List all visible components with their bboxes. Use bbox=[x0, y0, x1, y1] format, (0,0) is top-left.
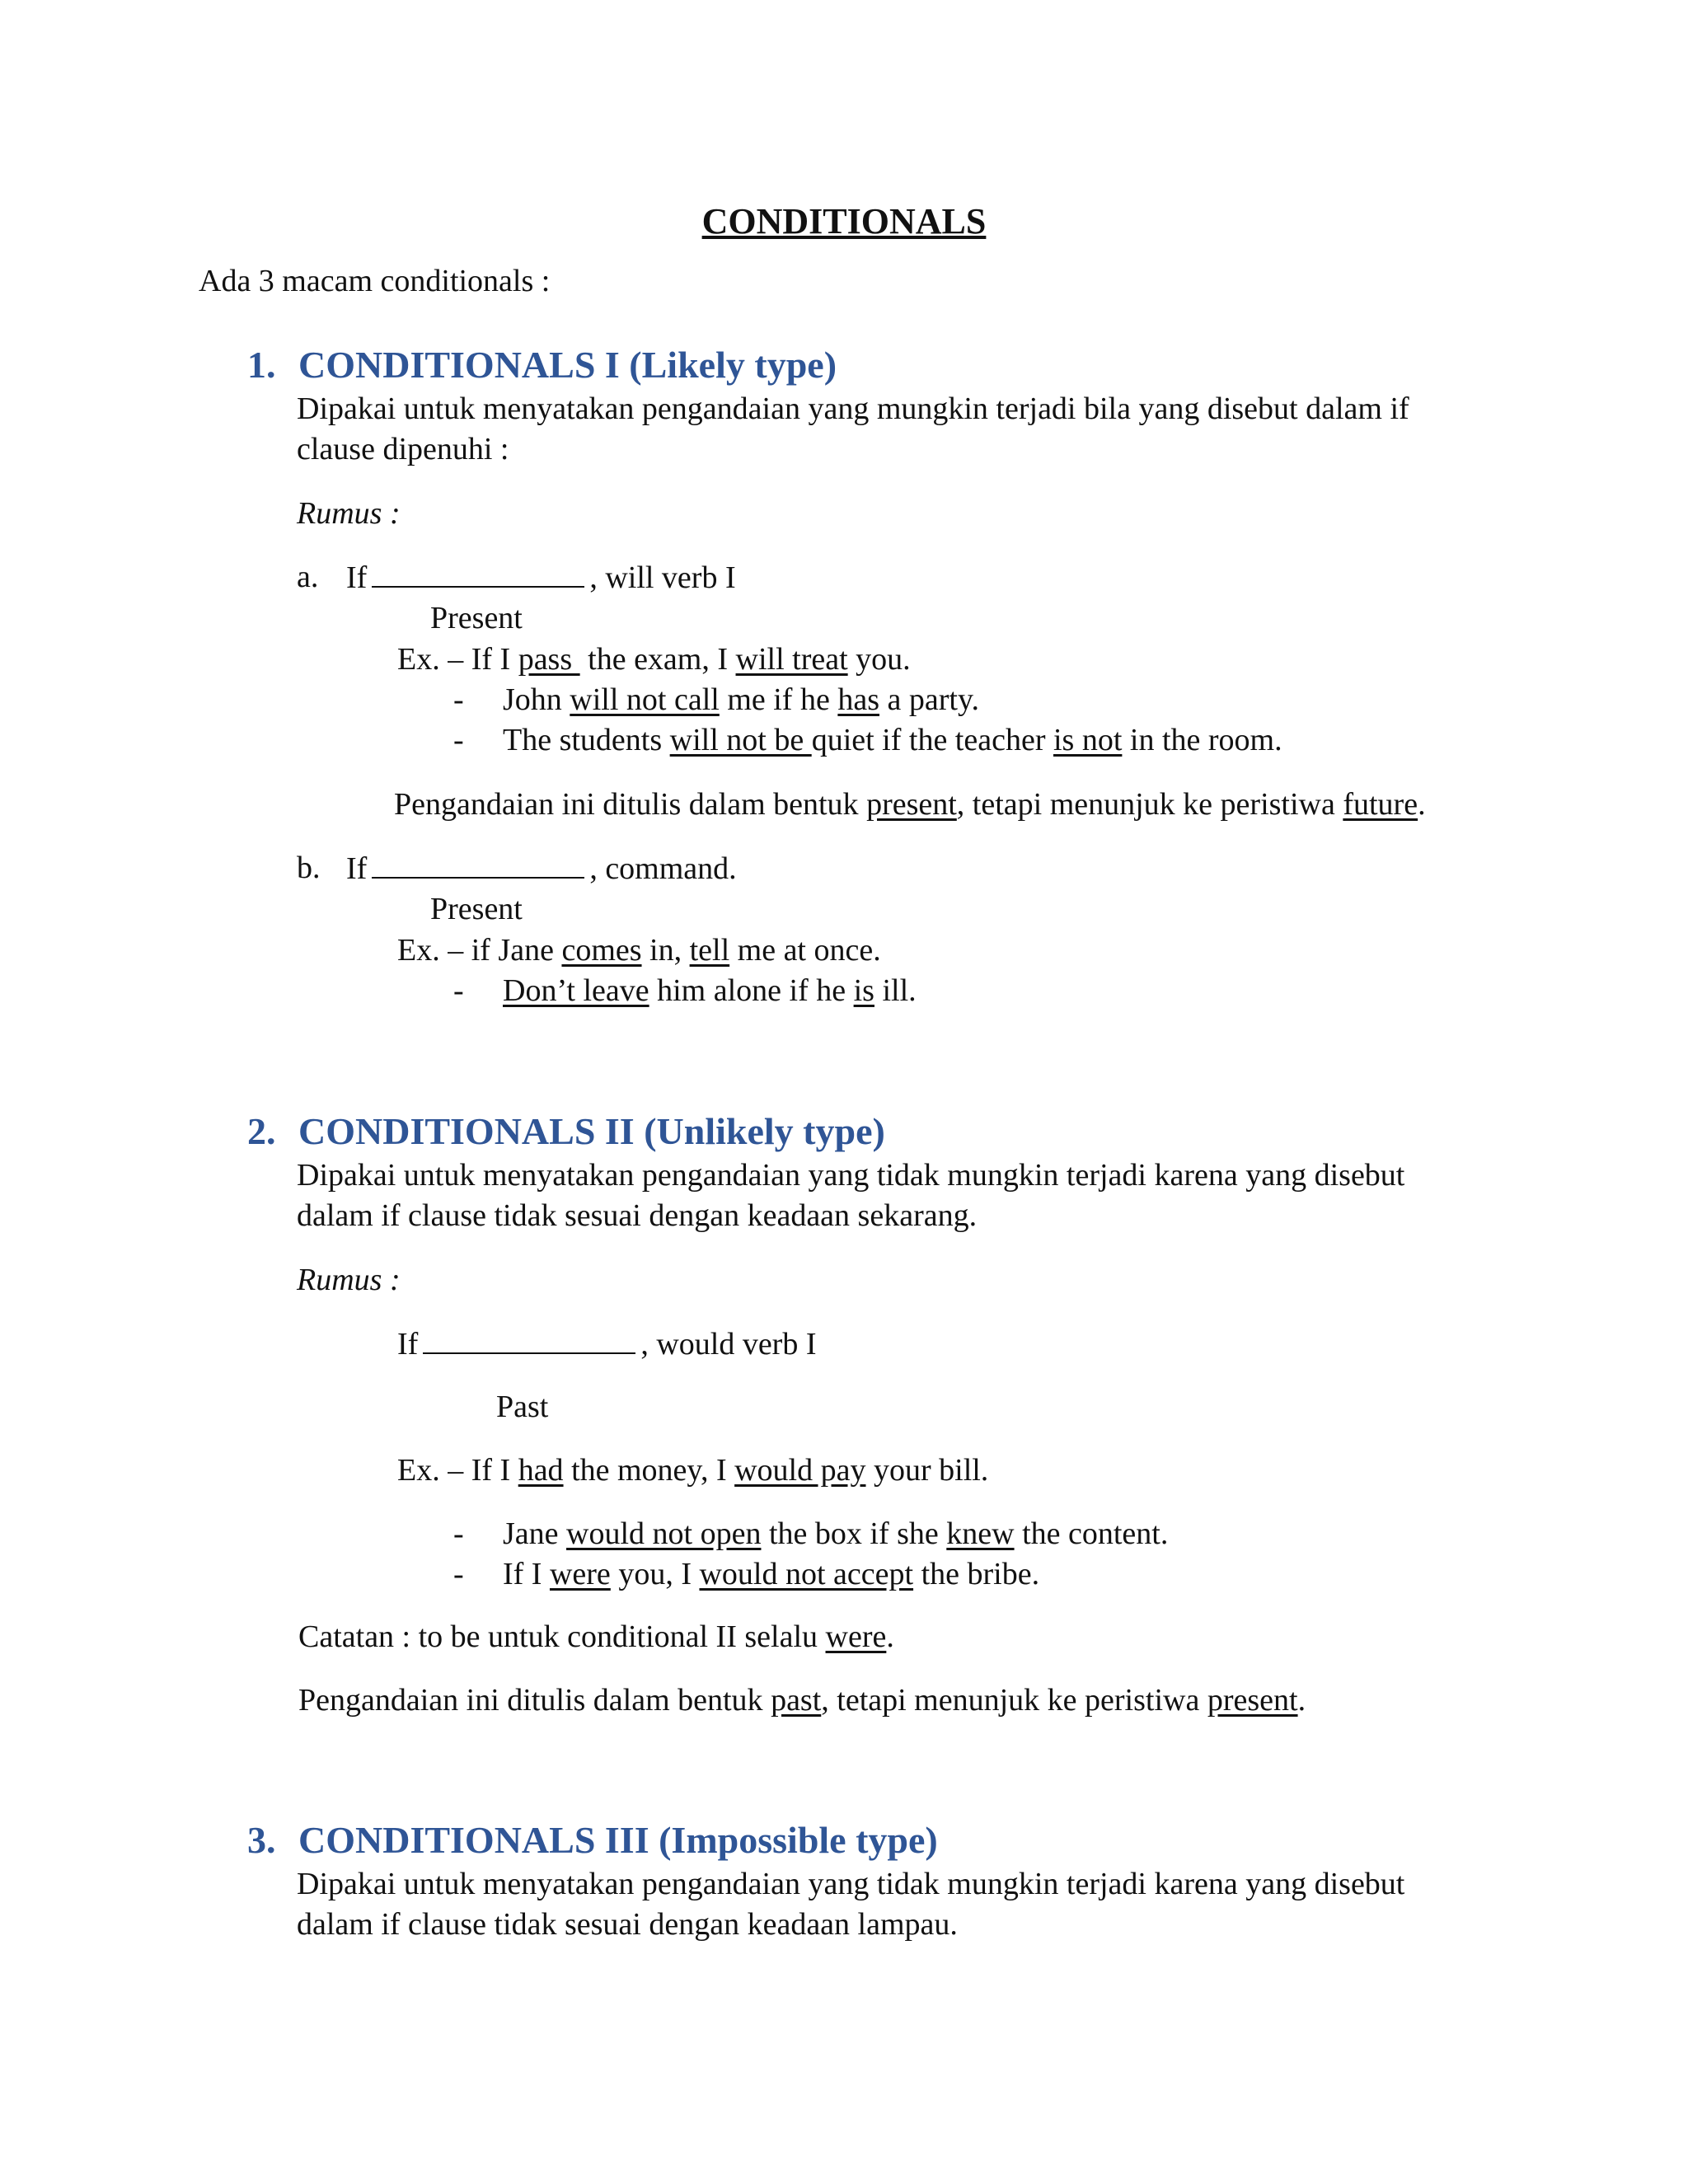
section-1-desc-line2: clause dipenuhi : bbox=[297, 432, 509, 466]
page-title: CONDITIONALS bbox=[701, 201, 987, 241]
section-3-desc-line2: dalam if clause tidak sesuai dengan keadaan lampau. bbox=[297, 1907, 958, 1942]
s2-example-3: If I were you, I would not accept the bribe. bbox=[503, 1557, 1040, 1591]
section-1-desc-line1: Dipakai untuk menyatakan pengandaian yang mungkin terjadi bila yang disebut dalam if bbox=[297, 391, 1409, 426]
formula-a-tense: Present bbox=[430, 601, 523, 635]
formula-2-result: , would verb I bbox=[640, 1327, 817, 1361]
list-dash: - bbox=[453, 1516, 464, 1551]
formula-2-blank bbox=[423, 1324, 635, 1354]
formula-b-result: , command. bbox=[589, 851, 737, 886]
s2-example-2: Jane would not open the box if she knew the content. bbox=[503, 1516, 1169, 1551]
formula-b-tense: Present bbox=[430, 892, 523, 926]
list-dash: - bbox=[453, 1557, 464, 1591]
s1a-note: Pengandaian ini ditulis dalam bentuk present, tetapi menunjuk ke peristiwa future. bbox=[394, 787, 1426, 822]
section-2-desc-line1: Dipakai untuk menyatakan pengandaian yang tidak mungkin terjadi karena yang disebut bbox=[297, 1158, 1405, 1193]
s1a-example-3: The students will not be quiet if the teacher is not in the room. bbox=[503, 723, 1282, 757]
section-1-rumus-label: Rumus : bbox=[297, 496, 401, 531]
section-2-heading: CONDITIONALS II (Unlikely type) bbox=[298, 1110, 885, 1152]
list-dash: - bbox=[453, 973, 464, 1008]
formula-a-blank bbox=[372, 558, 584, 588]
s2-note: Pengandaian ini ditulis dalam bentuk past, tetapi menunjuk ke peristiwa present. bbox=[298, 1683, 1306, 1718]
formula-a-result: , will verb I bbox=[589, 560, 736, 595]
s2-example-1: Ex. – If I had the money, I would pay your bill. bbox=[397, 1453, 989, 1488]
section-2-desc-line2: dalam if clause tidak sesuai dengan keadaan sekarang. bbox=[297, 1198, 978, 1233]
section-2-number: 2. bbox=[247, 1110, 276, 1152]
formula-a bbox=[346, 558, 736, 597]
formula-b bbox=[346, 849, 737, 888]
formula-2-tense: Past bbox=[496, 1390, 549, 1424]
section-3-desc-line1: Dipakai untuk menyatakan pengandaian yang tidak mungkin terjadi karena yang disebut bbox=[297, 1867, 1405, 1901]
section-2-rumus-label: Rumus : bbox=[297, 1263, 401, 1297]
formula-b-if: If bbox=[346, 851, 368, 886]
section-1-heading: CONDITIONALS I (Likely type) bbox=[298, 344, 837, 386]
section-3-heading: CONDITIONALS III (Impossible type) bbox=[298, 1819, 938, 1861]
formula-2-if: If bbox=[397, 1327, 419, 1361]
formula-2 bbox=[397, 1324, 817, 1363]
list-dash: - bbox=[453, 682, 464, 717]
s2-catatan: Catatan : to be untuk conditional II selalu were. bbox=[298, 1619, 894, 1654]
formula-a-if: If bbox=[346, 560, 368, 595]
section-1-number: 1. bbox=[247, 344, 276, 386]
s1b-example-2: Don’t leave him alone if he is ill. bbox=[503, 973, 917, 1008]
formula-b-blank bbox=[372, 849, 584, 879]
section-3-number: 3. bbox=[247, 1819, 276, 1861]
s1b-example-1: Ex. – if Jane comes in, tell me at once. bbox=[397, 933, 881, 968]
formula-b-marker: b. bbox=[297, 851, 321, 885]
formula-a-marker: a. bbox=[297, 560, 319, 594]
list-dash: - bbox=[453, 723, 464, 757]
s1a-example-2: John will not call me if he has a party. bbox=[503, 682, 979, 717]
intro-text: Ada 3 macam conditionals : bbox=[199, 264, 551, 298]
s1a-example-1: Ex. – If I pass the exam, I will treat you. bbox=[397, 642, 911, 677]
